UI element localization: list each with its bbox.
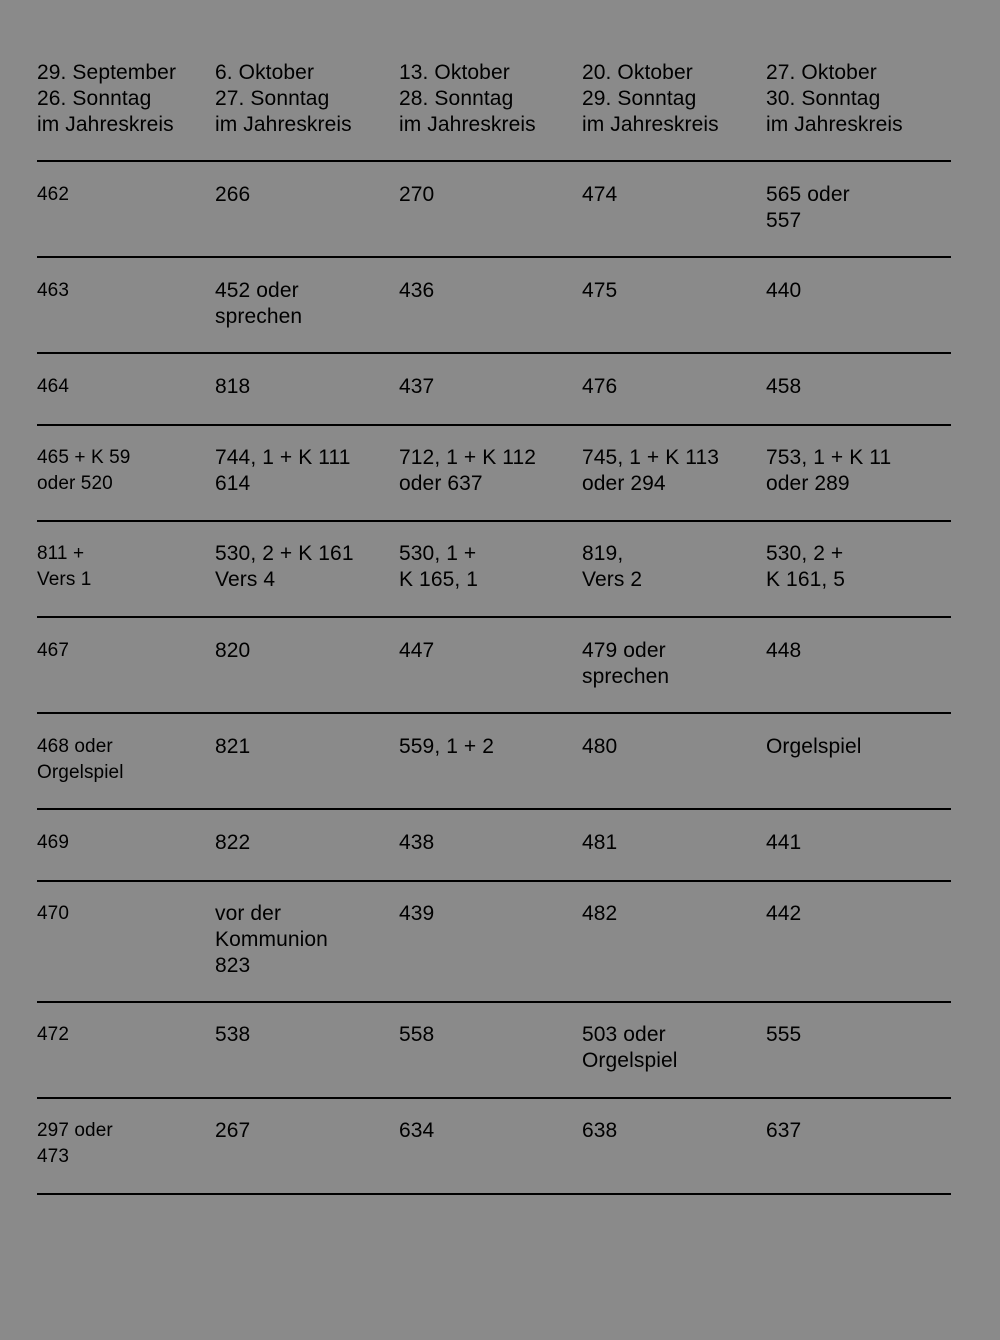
table-rule bbox=[37, 616, 951, 618]
table-cell: Orgelspiel bbox=[766, 735, 862, 758]
table-cell: 481 bbox=[582, 831, 618, 854]
table-cell: 442 bbox=[766, 902, 802, 925]
table-cell: 472 bbox=[37, 1024, 70, 1045]
table-cell: 745, 1 + K 113 oder 294 bbox=[582, 446, 720, 495]
table-cell: 638 bbox=[582, 1119, 618, 1142]
table-cell: 438 bbox=[399, 831, 435, 854]
table-cell: 440 bbox=[766, 279, 802, 302]
table-cell: 555 bbox=[766, 1023, 802, 1046]
table-rule bbox=[37, 808, 951, 810]
table-cell: 634 bbox=[399, 1119, 435, 1142]
table-cell: 821 bbox=[215, 735, 251, 758]
table-rule bbox=[37, 256, 951, 258]
column-header-oct-13: 13. Oktober 28. Sonntag im Jahreskreis bbox=[399, 61, 536, 136]
table-cell: 559, 1 + 2 bbox=[399, 735, 494, 758]
table-cell: 565 oder 557 bbox=[766, 183, 850, 232]
table-cell: 820 bbox=[215, 639, 251, 662]
table-cell: 468 oder Orgelspiel bbox=[37, 736, 124, 783]
table-cell: 470 bbox=[37, 903, 70, 924]
table-cell: 474 bbox=[582, 183, 618, 206]
table-cell: 458 bbox=[766, 375, 802, 398]
table-cell: 479 oder sprechen bbox=[582, 639, 670, 688]
table-cell: 530, 1 + K 165, 1 bbox=[399, 542, 479, 591]
table-rule bbox=[37, 1193, 951, 1195]
table-rule bbox=[37, 160, 951, 162]
table-cell: 465 + K 59 oder 520 bbox=[37, 447, 131, 494]
table-cell: 530, 2 + K 161, 5 bbox=[766, 542, 846, 591]
table-rule bbox=[37, 352, 951, 354]
table-cell: 297 oder 473 bbox=[37, 1120, 113, 1167]
table-cell: 267 bbox=[215, 1119, 251, 1142]
table-rule bbox=[37, 520, 951, 522]
table-cell: 538 bbox=[215, 1023, 251, 1046]
table-rule bbox=[37, 712, 951, 714]
table-rule bbox=[37, 424, 951, 426]
table-cell: 462 bbox=[37, 184, 70, 205]
table-cell: 822 bbox=[215, 831, 251, 854]
table-cell: 441 bbox=[766, 831, 802, 854]
table-cell: 476 bbox=[582, 375, 618, 398]
table-cell: 811 + Vers 1 bbox=[37, 543, 92, 590]
table-cell: 480 bbox=[582, 735, 618, 758]
table-rule bbox=[37, 1001, 951, 1003]
table-cell: 558 bbox=[399, 1023, 435, 1046]
column-header-oct-6: 6. Oktober 27. Sonntag im Jahreskreis bbox=[215, 61, 352, 136]
table-cell: 448 bbox=[766, 639, 802, 662]
table-cell: 530, 2 + K 161 Vers 4 bbox=[215, 542, 354, 591]
table-cell: 475 bbox=[582, 279, 618, 302]
table-cell: 447 bbox=[399, 639, 435, 662]
table-cell: 818 bbox=[215, 375, 251, 398]
column-header-oct-27: 27. Oktober 30. Sonntag im Jahreskreis bbox=[766, 61, 903, 136]
table-cell: 503 oder Orgelspiel bbox=[582, 1023, 678, 1072]
table-cell: 270 bbox=[399, 183, 435, 206]
column-header-sep-29: 29. September 26. Sonntag im Jahreskreis bbox=[37, 61, 177, 136]
table-cell: 452 oder sprechen bbox=[215, 279, 303, 328]
table-cell: 437 bbox=[399, 375, 435, 398]
table-cell: vor der Kommunion 823 bbox=[215, 902, 328, 977]
table-cell: 753, 1 + K 11 oder 289 bbox=[766, 446, 892, 495]
table-cell: 819, Vers 2 bbox=[582, 542, 643, 591]
table-cell: 266 bbox=[215, 183, 251, 206]
table-cell: 439 bbox=[399, 902, 435, 925]
table-cell: 464 bbox=[37, 376, 70, 397]
table-cell: 637 bbox=[766, 1119, 802, 1142]
column-header-oct-20: 20. Oktober 29. Sonntag im Jahreskreis bbox=[582, 61, 719, 136]
table-cell: 482 bbox=[582, 902, 618, 925]
table-cell: 436 bbox=[399, 279, 435, 302]
table-cell: 469 bbox=[37, 832, 70, 853]
table-rule bbox=[37, 880, 951, 882]
table-cell: 744, 1 + K 111 614 bbox=[215, 446, 351, 495]
table-rule bbox=[37, 1097, 951, 1099]
table-cell: 467 bbox=[37, 640, 70, 661]
table-cell: 463 bbox=[37, 280, 70, 301]
table-cell: 712, 1 + K 112 oder 637 bbox=[399, 446, 537, 495]
